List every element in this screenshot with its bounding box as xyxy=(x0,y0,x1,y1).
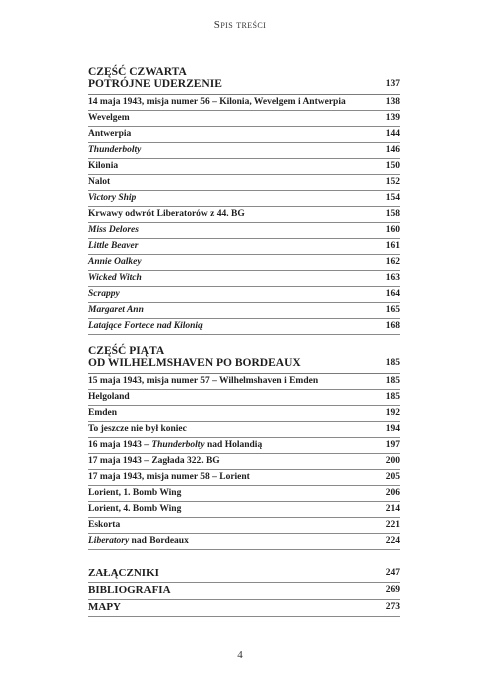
toc-entry[interactable] xyxy=(88,319,400,335)
toc-entry-text: Nalot xyxy=(88,177,111,187)
toc-entry-page: 154 xyxy=(385,193,400,203)
toc-entry-page: 160 xyxy=(385,225,400,235)
toc-entry-text: Thunderbolty xyxy=(151,440,205,450)
toc-entry[interactable] xyxy=(88,470,400,486)
toc-entry-page: 162 xyxy=(385,257,400,267)
appendix-title: BIBLIOGRAFIA xyxy=(88,584,171,596)
toc-entry-title xyxy=(88,126,131,142)
toc-entry-page: 164 xyxy=(385,289,400,299)
toc-entry-text: Emden xyxy=(88,408,118,418)
part-titles xyxy=(88,66,222,90)
toc-entry-text: Victory Ship xyxy=(88,193,137,203)
toc-entry-page: 200 xyxy=(385,456,400,466)
toc-entry-text: nad Bordeaux xyxy=(129,536,189,546)
toc-entry-title xyxy=(88,254,142,270)
toc-entry-title xyxy=(88,453,220,469)
toc-entry-title xyxy=(88,533,189,549)
toc-entry[interactable] xyxy=(88,534,400,550)
toc-entry-text: Antwerpia xyxy=(88,129,132,139)
toc-entry-page: 150 xyxy=(385,161,400,171)
toc-entry-title xyxy=(88,94,346,110)
toc-entry-title xyxy=(88,174,110,190)
toc-entry-text: nad Holandią xyxy=(204,440,263,450)
toc-entry-title xyxy=(88,302,144,318)
toc-entry[interactable] xyxy=(88,175,400,191)
page-number: 4 xyxy=(237,649,243,661)
appendix-page-number: 273 xyxy=(385,602,400,612)
toc-entry[interactable] xyxy=(88,271,400,287)
toc-entry[interactable] xyxy=(88,303,400,319)
toc-entry-page: 146 xyxy=(385,145,400,155)
toc-entry[interactable] xyxy=(88,374,400,390)
toc-entry-title xyxy=(88,318,203,334)
appendix-page-number: 269 xyxy=(385,585,400,595)
part-heading xyxy=(88,345,400,374)
toc-entry-page: 185 xyxy=(385,392,400,402)
toc-entry-page: 214 xyxy=(385,504,400,514)
appendix-title: ZAŁĄCZNIKI xyxy=(88,567,159,579)
toc-entry-title xyxy=(88,238,138,254)
toc-entry-title xyxy=(88,270,142,286)
table-of-contents xyxy=(88,66,400,617)
toc-entry[interactable] xyxy=(88,422,400,438)
toc-entry-title xyxy=(88,517,120,533)
toc-entry[interactable] xyxy=(88,255,400,271)
toc-entry-text: Scrappy xyxy=(88,289,120,299)
toc-entry-text: Thunderbolty xyxy=(88,145,142,155)
part-label: CZĘŚĆ CZWARTA xyxy=(88,66,187,78)
toc-entry[interactable] xyxy=(88,502,400,518)
toc-entry-text: 14 maja 1943, misja numer 56 – Kilonia, Wevelgem i Antwerpia xyxy=(88,97,346,107)
appendix-title: MAPY xyxy=(88,601,121,613)
part-title: OD WILHELMSHAVEN PO BORDEAUX xyxy=(88,357,301,369)
toc-entry-text: Margaret Ann xyxy=(88,305,144,315)
toc-entry[interactable] xyxy=(88,143,400,159)
toc-entry-page: 206 xyxy=(385,488,400,498)
appendix-section xyxy=(88,566,400,617)
part-title: POTRÓJNE UDERZENIE xyxy=(88,78,222,90)
toc-entry-text: Annie Oalkey xyxy=(88,257,142,267)
toc-entry[interactable] xyxy=(88,438,400,454)
toc-entry-title xyxy=(88,286,120,302)
toc-entry[interactable] xyxy=(88,390,400,406)
appendix-entry[interactable] xyxy=(88,600,400,617)
toc-entry[interactable] xyxy=(88,111,400,127)
toc-entry[interactable] xyxy=(88,127,400,143)
toc-entry-title xyxy=(88,190,136,206)
toc-entry-page: 165 xyxy=(385,305,400,315)
toc-entry-page: 205 xyxy=(385,472,400,482)
toc-entry-page: 168 xyxy=(385,321,400,331)
toc-entry-title xyxy=(88,469,250,485)
toc-entry-title xyxy=(88,405,117,421)
toc-entry-title xyxy=(88,158,118,174)
toc-entry-text: Liberatory xyxy=(88,536,130,546)
toc-entry-text: Miss Delores xyxy=(88,225,139,235)
toc-entry-text: Wicked Witch xyxy=(88,273,142,283)
toc-entry-page: 158 xyxy=(385,209,400,219)
toc-entry-title xyxy=(88,373,318,389)
toc-entry-text: To jeszcze nie był koniec xyxy=(88,424,187,434)
appendix-page-number: 247 xyxy=(385,568,400,578)
toc-entry-page: 152 xyxy=(385,177,400,187)
toc-entry-title xyxy=(88,437,262,453)
toc-entry-page: 161 xyxy=(385,241,400,251)
toc-entry-text: Krwawy odwrót Liberatorów z 44. BG xyxy=(88,209,245,219)
toc-entry-page: 221 xyxy=(385,520,400,530)
part-label: CZĘŚĆ PIĄTA xyxy=(88,345,165,357)
toc-entry[interactable] xyxy=(88,159,400,175)
toc-entry-page: 139 xyxy=(385,113,400,123)
running-head: Spis treści xyxy=(213,19,267,31)
toc-entry[interactable] xyxy=(88,191,400,207)
toc-entry-page: 185 xyxy=(385,376,400,386)
toc-entry-title xyxy=(88,485,181,501)
part-heading xyxy=(88,66,400,95)
toc-entry-text: Eskorta xyxy=(88,520,121,530)
part-page-number: 137 xyxy=(385,79,400,89)
toc-entry-text: Little Beaver xyxy=(88,241,139,251)
toc-entry[interactable] xyxy=(88,223,400,239)
toc-entry-text: Helgoland xyxy=(88,392,130,402)
toc-entry-text: 17 maja 1943, misja numer 58 – Lorient xyxy=(88,472,250,482)
toc-entry[interactable] xyxy=(88,287,400,303)
toc-entry-title xyxy=(88,501,181,517)
toc-entry-title xyxy=(88,222,139,238)
part-page-number: 185 xyxy=(385,358,400,368)
toc-entry[interactable] xyxy=(88,486,400,502)
toc-entry[interactable] xyxy=(88,454,400,470)
toc-entry-text: Lorient, 4. Bomb Wing xyxy=(88,504,182,514)
toc-entry[interactable] xyxy=(88,207,400,223)
toc-entry-page: 224 xyxy=(385,536,400,546)
toc-entry-title xyxy=(88,206,245,222)
toc-entry-page: 138 xyxy=(385,97,400,107)
toc-entry[interactable] xyxy=(88,518,400,534)
toc-entry[interactable] xyxy=(88,95,400,111)
toc-entry-text: Wevelgem xyxy=(88,113,130,123)
toc-entry[interactable] xyxy=(88,406,400,422)
appendix-entry[interactable] xyxy=(88,566,400,583)
toc-entry-title xyxy=(88,142,141,158)
toc-entry-text: Lorient, 1. Bomb Wing xyxy=(88,488,182,498)
toc-entry[interactable] xyxy=(88,239,400,255)
toc-entry-text: 15 maja 1943, misja numer 57 – Wilhelmshaven i Emden xyxy=(88,376,319,386)
toc-entry-text: 16 maja 1943 – xyxy=(88,440,152,450)
toc-entry-title xyxy=(88,110,130,126)
toc-entry-text: 17 maja 1943 – Zagłada 322. BG xyxy=(88,456,220,466)
appendix-entry[interactable] xyxy=(88,583,400,600)
toc-entry-page: 192 xyxy=(385,408,400,418)
toc-entry-page: 197 xyxy=(385,440,400,450)
toc-entry-title xyxy=(88,421,187,437)
toc-entry-page: 194 xyxy=(385,424,400,434)
toc-entry-text: Kilonia xyxy=(88,161,119,171)
toc-entry-page: 144 xyxy=(385,129,400,139)
part-titles xyxy=(88,345,301,369)
toc-entry-title xyxy=(88,389,130,405)
toc-entry-text: Latające Fortece nad Kilonią xyxy=(88,321,203,331)
toc-entry-page: 163 xyxy=(385,273,400,283)
